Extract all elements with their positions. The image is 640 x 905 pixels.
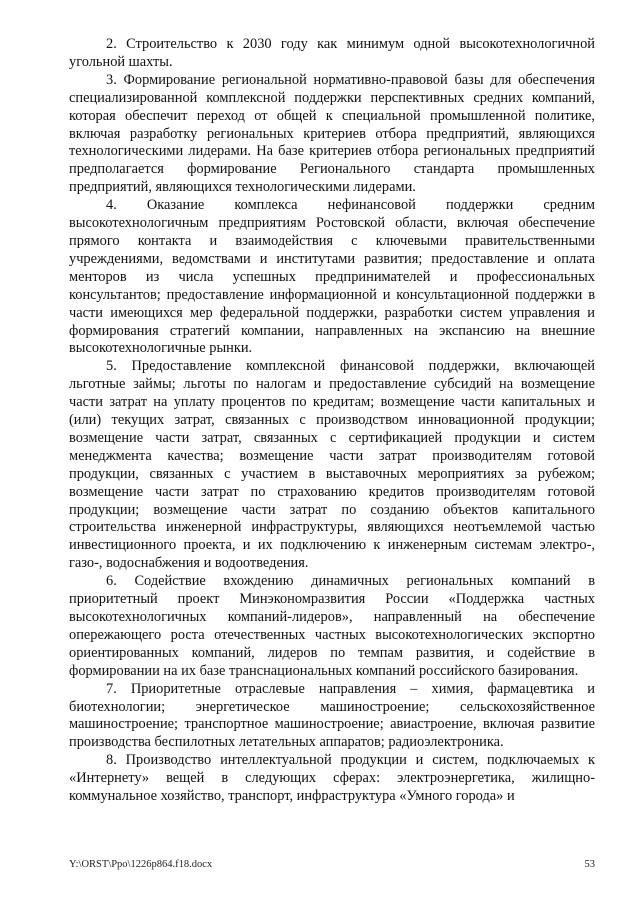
paragraph-item-7: 7. Приоритетные отраслевые направления – химия, фармацевтика и биотехнологии; энергетическое машиностроение; сельскохозяйственное машиностроение; транспортное машиностроение; авиастроение, включая развитие производства беспилотных летательных аппаратов; радиоэлектроника. [69,680,595,751]
document-body [69,36,595,806]
paragraph-item-2: 2. Строительство к 2030 году как минимум одной высокотехнологичной угольной шахты. [69,36,595,70]
page-number: 53 [584,859,595,870]
paragraph-item-3: 3. Формирование региональной нормативно-правовой базы для обеспечения специализированной комплексной поддержки перспективных средних компаний, которая обеспечит переход от общей к специальной промышленной политике, включая разработку региональных критериев отбора предприятий, являющихся технологическими лидерами. На базе критериев отбора региональных предприятий предполагается формирование Регионального стандарта промышленных предприятий, являющихся технологическими лидерами. [69,71,595,196]
paragraph-item-5: 5. Предоставление комплексной финансовой поддержки, включающей льготные займы; льготы по налогам и предоставление субсидий на возмещение части затрат на уплату процентов по кредитам; возмещение части капитальных и (или) текущих затрат, связанных с производством инновационной продукции; возмещение части затрат, связанных с сертификацией продукции и систем менеджмента качества; возмещение части затрат производителям готовой продукции, связанных с участием в выставочных мероприятиях за рубежом; возмещение части затрат по страхованию кредитов производителям готовой продукции; возмещение части затрат по созданию объектов капитального строительства инженерной инфраструктуры, являющихся неотъемлемой частью инвестиционного проекта, и их подключению к инженерным системам электро-, газо-, водоснабжения и водоотведения. [69,358,595,572]
paragraph-item-8: 8. Производство интеллектуальной продукции и систем, подключаемых к «Интернету» вещей в следующих сферах: электроэнергетика, жилищно-коммунальное хозяйство, транспорт, инфраструктура «Умного города» и [69,752,595,805]
paragraph-item-6: 6. Содействие вхождению динамичных региональных компаний в приоритетный проект Минэкономразвития России «Поддержка частных высокотехнологичных компаний-лидеров», направленный на обеспечение опережающего роста отечественных частных высокотехнологических экспортно ориентированных компаний, лидеров по темпам развития, и содействие в формировании на их базе транснациональных компаний российского базирования. [69,573,595,679]
paragraph-item-4: 4. Оказание комплекса нефинансовой поддержки средним высокотехнологичным предприятиям Ростовской области, включая обеспечение прямого контакта и взаимодействия с ключевыми правительственными учреждениями, ведомствами и институтами развития; предоставление и оплата менторов из числа успешных предпринимателей и профессиональных консультантов; предоставление информационной и консультационной поддержки в части имеющихся мер федеральной поддержки, разработки систем управления и формирования стратегий компании, направленных на экспансию на внешние высокотехнологичные рынки. [69,197,595,357]
file-path: Y:\ORST\Ppo\1226p864.f18.docx [69,859,213,870]
